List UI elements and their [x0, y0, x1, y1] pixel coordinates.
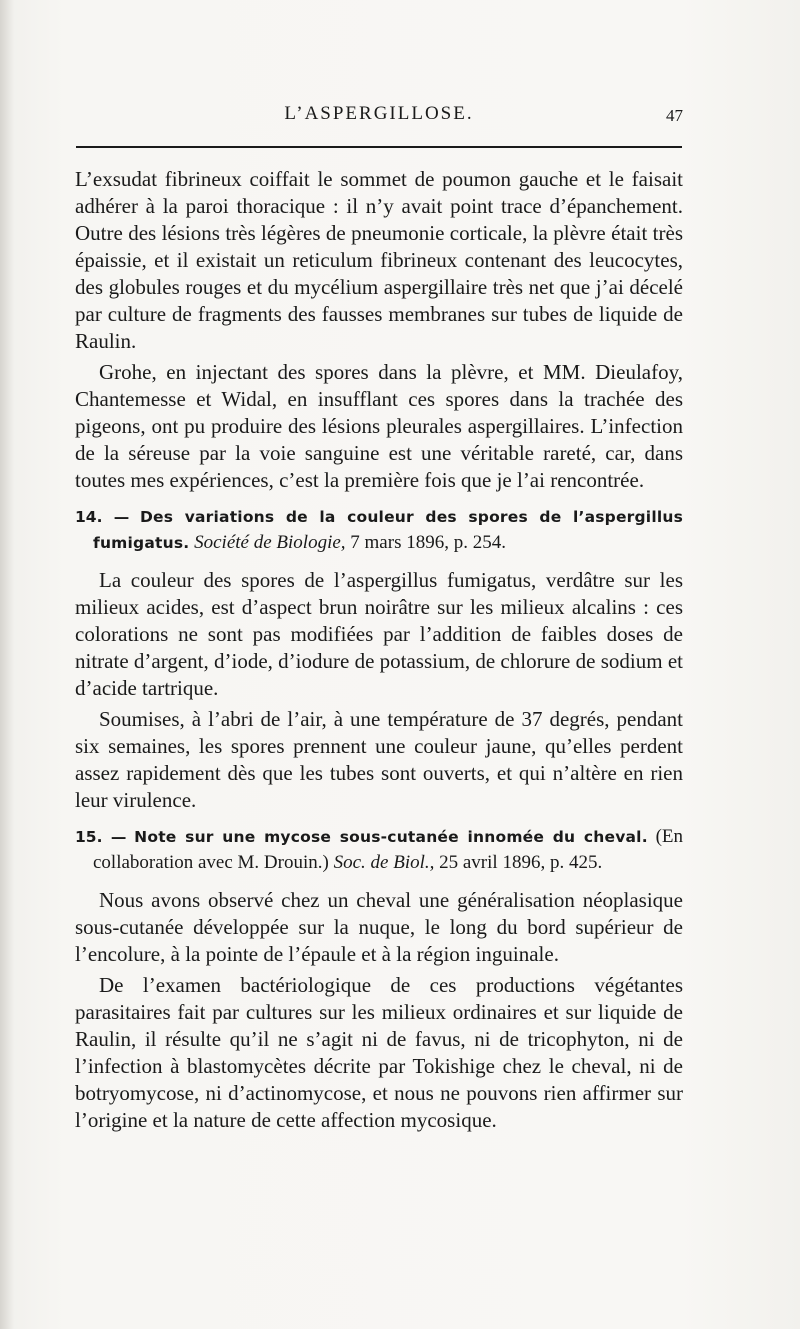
paragraph-grohe: Grohe, en injectant des spores dans la plèvre, et MM. Dieulafoy, Chantemesse et Widal, en insufflant ces spores dans la trachée des pigeons, ont pu produire des lésions pleurales aspergillaires. L’infection de la séreuse par la voie sanguine est une véritable rareté, car, dans toutes mes expériences, c’est la première fois que je l’ai rencontrée.: [75, 360, 683, 492]
entry-15-note: (En collaboration avec M. Drouin.): [93, 826, 683, 873]
entry-15-journal: Soc. de Biol.,: [333, 852, 435, 873]
entry-14-journal: Société de Biologie,: [194, 532, 346, 553]
running-head: [75, 103, 683, 127]
page-number: 47: [666, 106, 683, 125]
entry-14-details: 7 mars 1896, p. 254.: [350, 532, 506, 553]
entry-15: [75, 824, 683, 876]
running-head-title: L’ASPERGILLOSE.: [284, 103, 474, 124]
entry-15-details: 25 avril 1896, p. 425.: [439, 852, 603, 873]
header-rule: [76, 146, 682, 148]
entry-15-title: Note sur une mycose sous-cutanée innomée du cheval.: [134, 828, 648, 846]
entry-14-title: Des variations de la couleur des spores de l’aspergillus fumigatus.: [93, 508, 684, 552]
page-body: [75, 166, 683, 1138]
paragraph-soumises: Soumises, à l’abri de l’air, à une température de 37 degrés, pendant six semaines, les spores prennent une couleur jaune, qu’elles perdent assez rapidement dès que les tubes sont ouverts, et qui n’altère en rien leur virulence.: [75, 707, 683, 812]
paragraph-couleur: La couleur des spores de l’aspergillus fumigatus, verdâtre sur les milieux acides, est d’aspect brun noirâtre sur les milieux alcalins : ces colorations ne sont pas modifiées par l’addition de faibles doses de nitrate d’argent, d’iode, d’iodure de potassium, de chlorure de sodium et d’acide tartrique.: [75, 568, 683, 700]
paragraph-exsudat: L’exsudat fibrineux coiffait le sommet de poumon gauche et le faisait adhérer à la paroi thoracique : il n’y avait point trace d’épanchement. Outre des lésions très légères de pneumonie corticale, la plèvre était très épaissie, et il existait un reticulum fibrineux contenant des leucocytes, des globules rouges et du mycélium aspergillaire très net que j’ai décelé par culture de fragments des fausses membranes sur tubes de liquide de Raulin.: [75, 167, 683, 353]
paragraph-examen: De l’examen bactériologique de ces productions végétantes parasitaires fait par cultures sur les milieux ordinaires et sur liquide de Raulin, il résulte qu’il ne s’agit ni de favus, ni de tricophyton, ni de l’infection à blastomycètes décrite par Tokishige chez le cheval, ni de botryomycose, ni d’actinomycose, et nous ne pouvons rien affirmer sur l’origine et la nature de cette affection mycosique.: [75, 973, 683, 1132]
page-gutter-shadow: [0, 0, 14, 1329]
paragraph-cheval: Nous avons observé chez un cheval une généralisation néoplasique sous-cutanée développée sur la nuque, le long du bord supérieur de l’encolure, à la pointe de l’épaule et à la région inguinale.: [75, 888, 683, 966]
entry-14: [75, 504, 683, 556]
entry-14-number: 14. —: [75, 508, 130, 526]
entry-15-number: 15. —: [75, 828, 127, 846]
